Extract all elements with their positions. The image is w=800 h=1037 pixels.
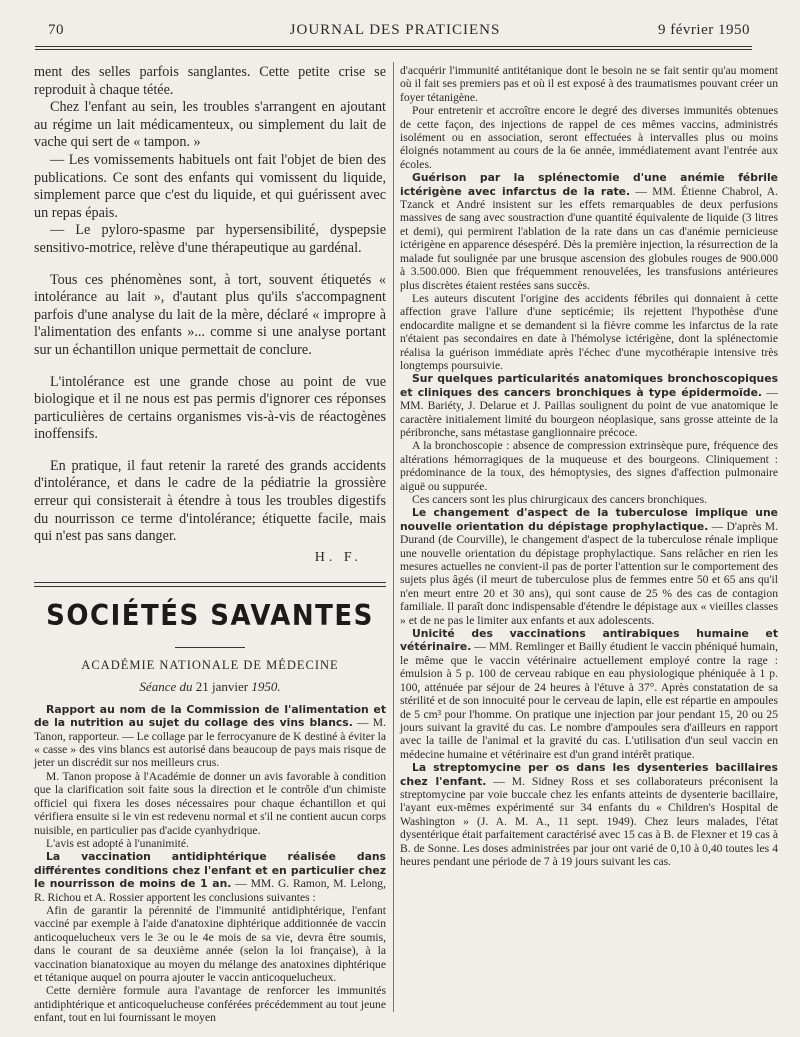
paragraph: — Les vomissements habituels ont fait l'objet de bien des publications. Ce sont des enfants qui vomissent du liquide, simplement parce que c'est du liquide, et qui guérissent avec un repas épais. bbox=[34, 151, 386, 221]
entry-body: — M. Sidney Ross et ses collaborateurs préconisent la streptomycine par voie buccale chez les enfants atteints de dysenterie bacillaire, l'ayant eux-mêmes expérimenté sur 34 enfants du « Children's Hospital de Washington » (J. A. M. A., 11 sept. 1949). Chez leurs malades, l'état dysentérique était parfaitement caractérisé avec 15 cas à B. de Flexner et 19 cas à B. de Sonne. Les doses administrées par jour ont varié de 0,10 à 0,40 toutes les 4 heures pendant une période de 7 à 19 jours suivant les cas. bbox=[400, 774, 778, 868]
paragraph: En pratique, il faut retenir la rareté des grands accidents d'intolérance, et dans le cadre de la pédiatrie la grossière erreur qui consisterait à étendre à tous les troubles digestifs du nourrisson ce terme d'intolérance; étiquette facile, mais qui n'est pas sans danger. bbox=[34, 457, 386, 545]
entry-body: — MM. Remlinger et Bailly étudient le vaccin phéniqué humain, le même que le vaccin vétérinaire actuellement employé contre la rage : émulsion à 5 p. 100 de cerveau rabique en eau physiologique phéniquée à 1 p. 100, atténuée par séjour de 24 heures à l'étuve à 37°. Après constatation de sa stérilité et de son innocuité pour le cerveau de lapin, elle est répartie en ampoules de 5 cm³ pour l'homme. On pratique une injection par jour pendant 15, 20 ou 25 jours suivant la gravité du cas. Le nombre d'ampoules sera d'ailleurs en rapport avec la taille de l'animal et la gravité du cas. L'utilisation d'un seul vaccin en médecine humaine et vétérinaire est d'un grand intérêt pratique. bbox=[400, 640, 778, 761]
entry-paragraph bbox=[400, 64, 778, 104]
session-prefix: Séance du bbox=[139, 678, 196, 694]
communication-entry bbox=[34, 850, 386, 904]
entry-body: — MM. Étienne Chabrol, A. Tzanck et André insistent sur les effets remarquables de deux perfusions massives de sang avec soustraction d'une quantité équivalente de liquide (3 litres et demi), qui permirent l'ablation de la rate dans un cas d'anémie pernicieuse ictérigène en apparence désespéré. Dès la première injection, la résurrection de la malade fut soulignée par une brusque ascension des globules rouges de 900.000 à 3.500.000. Bien que fréquemment renouvelées, les transfusions antérieures plus discrètes étaient restées sans succès. bbox=[400, 184, 778, 292]
title-rule bbox=[175, 647, 245, 648]
entry-body: — MM. Bariéty, J. Delarue et J. Paillas soulignent du point de vue anatomique le caractère initialement limité du bourgeon néoplasique, sans grosse atteinte de la péribronche, sans métastase ganglionnaire précoce. bbox=[400, 385, 778, 439]
entry-paragraph bbox=[34, 770, 386, 837]
communication-title: Le changement d'aspect de la tuberculose implique une nouvelle orientation du dépistage prophylactique. bbox=[400, 506, 778, 533]
entry-body: L'avis est adopté à l'unanimité. bbox=[46, 836, 189, 850]
page-number: 70 bbox=[48, 22, 64, 38]
header-rule bbox=[35, 46, 752, 47]
communication-title: Rapport au nom de la Commission de l'alimentation et de la nutrition au sujet du collage des vins blancs. bbox=[34, 702, 386, 730]
column-divider bbox=[393, 62, 394, 1012]
communication-entry bbox=[34, 703, 386, 770]
entry-body: A la bronchoscopie : absence de compression extrinsèque pure, fréquence des altérations hémorragiques de la muqueuse et des bourgeons. Cliniquement : prédominance de la toux, des hémoptysies, des signes d'affection pulmonaire aiguë ou suppurée. bbox=[400, 439, 778, 493]
spacer bbox=[34, 258, 386, 272]
session-day: 21 janvier bbox=[195, 678, 249, 694]
entry-paragraph bbox=[34, 984, 386, 1024]
session-date bbox=[34, 679, 386, 695]
entry-body: Ces cancers sont les plus chirurgicaux des cancers bronchiques. bbox=[412, 493, 708, 506]
entry-body: Les auteurs discutent l'origine des accidents fébriles qui donnaient à cette affection grave l'allure d'une septicémie; ils rejettent l'hypothèse d'une endocardite maligne et se demandent si la fièvre comme les infarctus de la rate n'étaient pas secondaires en date à l'hémolyse ictérigène, dont la splénectomie réalisa la guérison immédiate après l'échec d'une mycothérapie intensive très longtemps poursuivie. bbox=[400, 291, 778, 372]
communication-title: Sur quelques particularités anatomiques bronchoscopiques et cliniques des cancers bronchiques à type épidermoïde. bbox=[400, 372, 778, 399]
journal-title: JOURNAL DES PRATICIENS bbox=[289, 22, 501, 38]
communication-title: La vaccination antidiphtérique réalisée dans différentes conditions chez l'enfant et en particulier chez le nourrisson de moins de 1 an. bbox=[34, 850, 386, 891]
left-items bbox=[34, 703, 386, 1025]
entry-body: d'acquérir l'immunité antitétanique dont le besoin ne se fait sentir qu'au moment où il fait ses premiers pas et où il est exposé à des traumatismes pouvant créer un foyer tétanigène. bbox=[400, 64, 778, 104]
paragraph: ment des selles parfois sanglantes. Cette petite crise se reproduit à chaque tétée. bbox=[34, 64, 386, 98]
entry-body: — D'après M. Durand (de Courville), le changement d'aspect de la tuberculose rénale implique une nouvelle orientation du dépistage prophylactique. Sans relâcher en rien les mesures actuelles ne convient-il pas de porter l'attention sur le comportement des sujets plus âgés (il meurt de tuberculose plus de femmes entre 50 et 65 ans qu'il n'en meurt entre 20 et 30 ans), qui sont cause de 25 % des cas de contagion familiale. Il paraît donc indispensable d'étendre le dépistage aux « vieilles classes » et de ne pas le limiter aux enfants et aux adolescents. bbox=[400, 519, 779, 627]
communication-entry bbox=[400, 761, 778, 868]
entry-paragraph bbox=[34, 837, 386, 850]
spacer bbox=[34, 360, 386, 374]
session-year: 1950. bbox=[248, 678, 281, 694]
left-column bbox=[34, 64, 386, 1025]
paragraph: Tous ces phénomènes sont, à tort, souvent étiquetés « intolérance au lait », d'autant plus qu'ils s'accompagnent parfois d'une analyse du lait de la mère, déclaré « impropre à l'alimentation des enfants »... comme si une analyse portant sur un échantillon unique permettait de conclure. bbox=[34, 271, 386, 358]
author-signature: H. F. bbox=[314, 549, 362, 565]
entry-body: Afin de garantir la pérennité de l'immunité antidiphtérique, l'enfant vacciné par exemple à l'aide d'anatoxine diphtérique additionnée de vaccin anticoquelucheux vers le 3e ou le 4e mois de sa vie, devra être soumis, dans le courant de sa deuxième année (selon la loi française), à la vaccination bianatoxique au moyen du mélange des anatoxines diphtérique et tétanique auquel on pourra ajouter le vaccin anticoquelucheux. bbox=[34, 903, 386, 984]
entry-paragraph bbox=[34, 904, 386, 984]
communication-entry bbox=[400, 627, 778, 761]
communication-title: Unicité des vaccinations antirabiques humaine et vétérinaire. bbox=[400, 627, 778, 654]
entry-body: — MM. G. Ramon, M. Lelong, R. Richou et A. Rossier apportent les conclusions suivantes : bbox=[34, 877, 386, 904]
section-title: SOCIÉTÉS SAVANTES bbox=[46, 599, 374, 633]
paragraph: Chez l'enfant au sein, les troubles s'arrangent en ajoutant au régime un lait médicamenteux, ou simplement du lait de vache qui sert de « tampon. » bbox=[34, 99, 386, 151]
running-header bbox=[40, 22, 750, 48]
paragraph: L'intolérance est une grande chose au point de vue biologique et il ne nous est pas permis d'ignorer ces réponses particulières de certains organismes vis-à-vis de réactogènes inoffensifs. bbox=[34, 373, 386, 443]
academy-heading: ACADÉMIE NATIONALE DE MÉDECINE bbox=[81, 657, 339, 672]
communication-entry bbox=[400, 372, 778, 439]
entry-paragraph bbox=[400, 439, 778, 493]
communication-title: Guérison par la splénectomie d'une anémie fébrile ictérigène avec infarctus de la rate. bbox=[400, 171, 778, 198]
entry-body: M. Tanon propose à l'Académie de donner un avis favorable à condition que la clarification soit faite sous la direction et le contrôle d'un chimiste officiel qui fixera les doses nécessaires pour chaque échantillon et qui vérifiera ensuite si le vin est redevenu normal et s'il ne contient aucun corps nuisible, en particulier pas d'acide cyanhydrique. bbox=[34, 769, 386, 837]
entry-body: Cette dernière formule aura l'avantage de renforcer les immunités antidiphtérique et anticoquelucheuse conférées précédemment au tout jeune enfant, tout en lui fournissant le moyen bbox=[34, 984, 386, 1025]
right-items bbox=[400, 64, 778, 868]
entry-body: — M. Tanon, rapporteur. — Le collage par le ferrocyanure de K destiné à éviter la « casse » des vins blancs est autorisé dans beaucoup de pays mais risque de jeter un discrédit sur nos meilleurs crus. bbox=[34, 716, 386, 770]
right-column bbox=[400, 64, 778, 868]
entry-paragraph bbox=[400, 292, 778, 372]
spacer bbox=[34, 444, 386, 458]
entry-paragraph bbox=[400, 104, 778, 171]
section-rule bbox=[34, 582, 386, 587]
entry-body: Pour entretenir et accroître encore le degré des diverses immunités obtenues de cette façon, des injections de rappel de ces mêmes vaccins, administrés isolément ou en association, seront effectuées à intervalles plus ou moins éloignés notamment au cours de la 6e année, immédiatement avant l'entrée aux écoles. bbox=[400, 104, 778, 171]
communication-title: La streptomycine per os dans les dysenteries bacillaires chez l'enfant. bbox=[400, 761, 778, 788]
communication-entry bbox=[400, 171, 778, 292]
entry-paragraph bbox=[400, 493, 778, 506]
paragraph: — Le pyloro-spasme par hypersensibilité, dyspepsie sensitivo-motrice, relève d'une thérapeutique au gardénal. bbox=[34, 222, 386, 256]
issue-date: 9 février 1950 bbox=[658, 22, 750, 38]
header-rule-thin bbox=[35, 49, 752, 50]
communication-entry bbox=[400, 506, 778, 627]
